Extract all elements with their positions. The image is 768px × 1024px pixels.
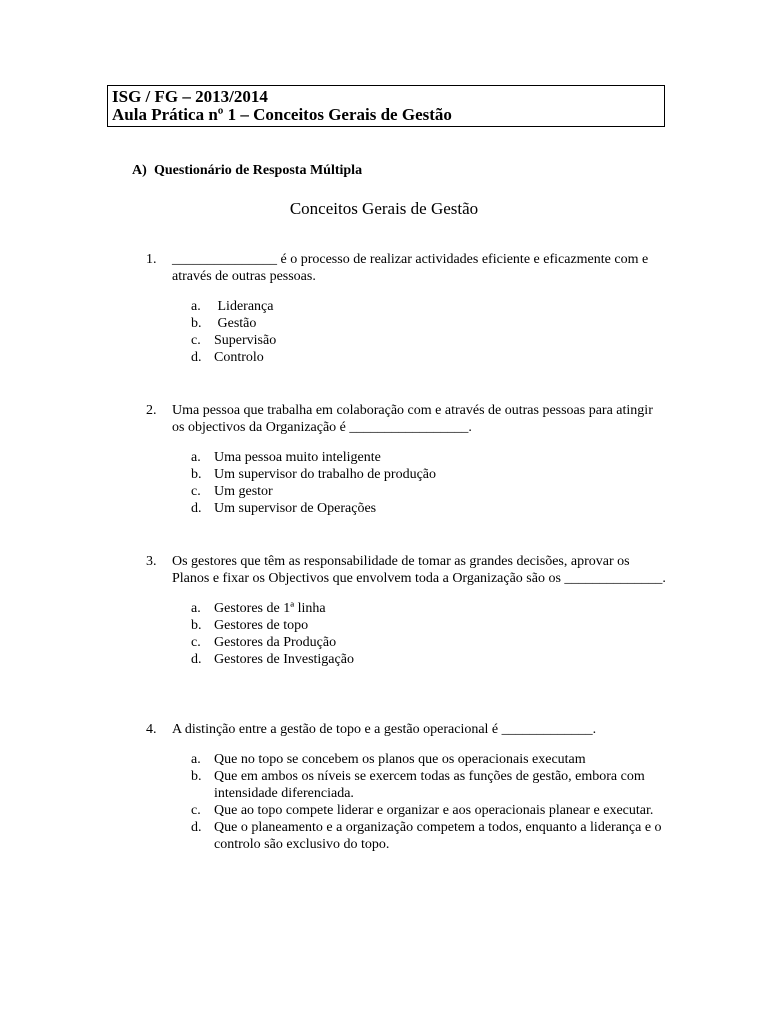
option-item: [191, 315, 666, 332]
question-number: 1.: [146, 252, 157, 267]
option-letter: a.: [191, 752, 201, 767]
option-item: [191, 332, 666, 349]
option-item: [191, 802, 666, 819]
option-text: Gestores de Investigação: [214, 652, 354, 667]
option-text: Um supervisor do trabalho de produção: [214, 467, 436, 482]
question-4: [146, 721, 666, 853]
option-item: [191, 449, 666, 466]
option-letter: d.: [191, 820, 202, 835]
option-letter: a.: [191, 299, 201, 314]
option-item: [191, 617, 666, 634]
question-2: [146, 402, 666, 517]
option-text: Um supervisor de Operações: [214, 501, 377, 516]
option-item: [191, 634, 666, 651]
option-text: Gestores da Produção: [214, 635, 337, 650]
option-item: [191, 819, 666, 853]
option-text: Que ao topo compete liderar e organizar e aos operacionais planear e executar.: [214, 803, 654, 818]
option-letter: a.: [191, 601, 201, 616]
option-item: [191, 751, 666, 768]
option-letter: b.: [191, 769, 202, 784]
option-letter: b.: [191, 618, 202, 633]
header-class-line: Aula Prática nº 1 – Conceitos Gerais de Gestão: [112, 105, 452, 124]
page-title: Conceitos Gerais de Gestão: [289, 199, 479, 218]
option-text: Um gestor: [214, 484, 273, 499]
option-text: Que em ambos os níveis se exercem todas as funções de gestão, embora com intensidade diferenciada.: [214, 769, 645, 801]
option-text: Gestores de topo: [214, 618, 309, 633]
options-list: [191, 449, 666, 517]
question-number: 3.: [146, 554, 157, 569]
question-number: 4.: [146, 722, 157, 737]
option-item: [191, 651, 666, 668]
option-letter: a.: [191, 450, 201, 465]
option-letter: d.: [191, 350, 202, 365]
option-item: [191, 466, 666, 483]
options-list: [191, 600, 666, 668]
section-label: Questionário de Resposta Múltipla: [154, 163, 363, 178]
option-text: Que no topo se concebem os planos que os operacionais executam: [214, 752, 586, 767]
option-text: Gestores de 1ª linha: [214, 601, 326, 616]
question-text: Os gestores que têm as responsabilidade de tomar as grandes decisões, aprovar os Planos e fixar os Objectivos que envolvem toda a Organização são os ______________.: [172, 554, 666, 586]
question-text: A distinção entre a gestão de topo e a gestão operacional é _____________.: [172, 722, 597, 737]
option-item: [191, 768, 666, 802]
option-item: [191, 298, 666, 315]
option-letter: b.: [191, 316, 202, 331]
option-text: Uma pessoa muito inteligente: [214, 450, 381, 465]
option-text: Controlo: [214, 350, 264, 365]
option-text: Supervisão: [214, 333, 277, 348]
question-text: Uma pessoa que trabalha em colaboração com e através de outras pessoas para atingir os objectivos da Organização é _________________.: [172, 403, 653, 435]
option-item: [191, 349, 666, 366]
question-text: _______________ é o processo de realizar actividades eficiente e eficazmente com e através de outras pessoas.: [172, 252, 649, 284]
section-letter: A): [132, 163, 147, 178]
question-1: [146, 251, 666, 366]
header-course-line: ISG / FG – 2013/2014: [112, 87, 268, 106]
question-number: 2.: [146, 403, 157, 418]
option-letter: c.: [191, 484, 201, 499]
option-text: Liderança: [214, 299, 274, 314]
option-letter: c.: [191, 333, 201, 348]
option-item: [191, 500, 666, 517]
option-letter: b.: [191, 467, 202, 482]
header-box: [107, 85, 665, 127]
option-letter: c.: [191, 635, 201, 650]
option-letter: d.: [191, 501, 202, 516]
option-text: Gestão: [214, 316, 257, 331]
section-heading: [132, 163, 362, 179]
options-list: [191, 751, 666, 853]
option-item: [191, 600, 666, 617]
option-letter: d.: [191, 652, 202, 667]
option-item: [191, 483, 666, 500]
options-list: [191, 298, 666, 366]
option-text: Que o planeamento e a organização competem a todos, enquanto a liderança e o controlo são exclusivo do topo.: [214, 820, 662, 852]
question-3: [146, 553, 666, 668]
option-letter: c.: [191, 803, 201, 818]
